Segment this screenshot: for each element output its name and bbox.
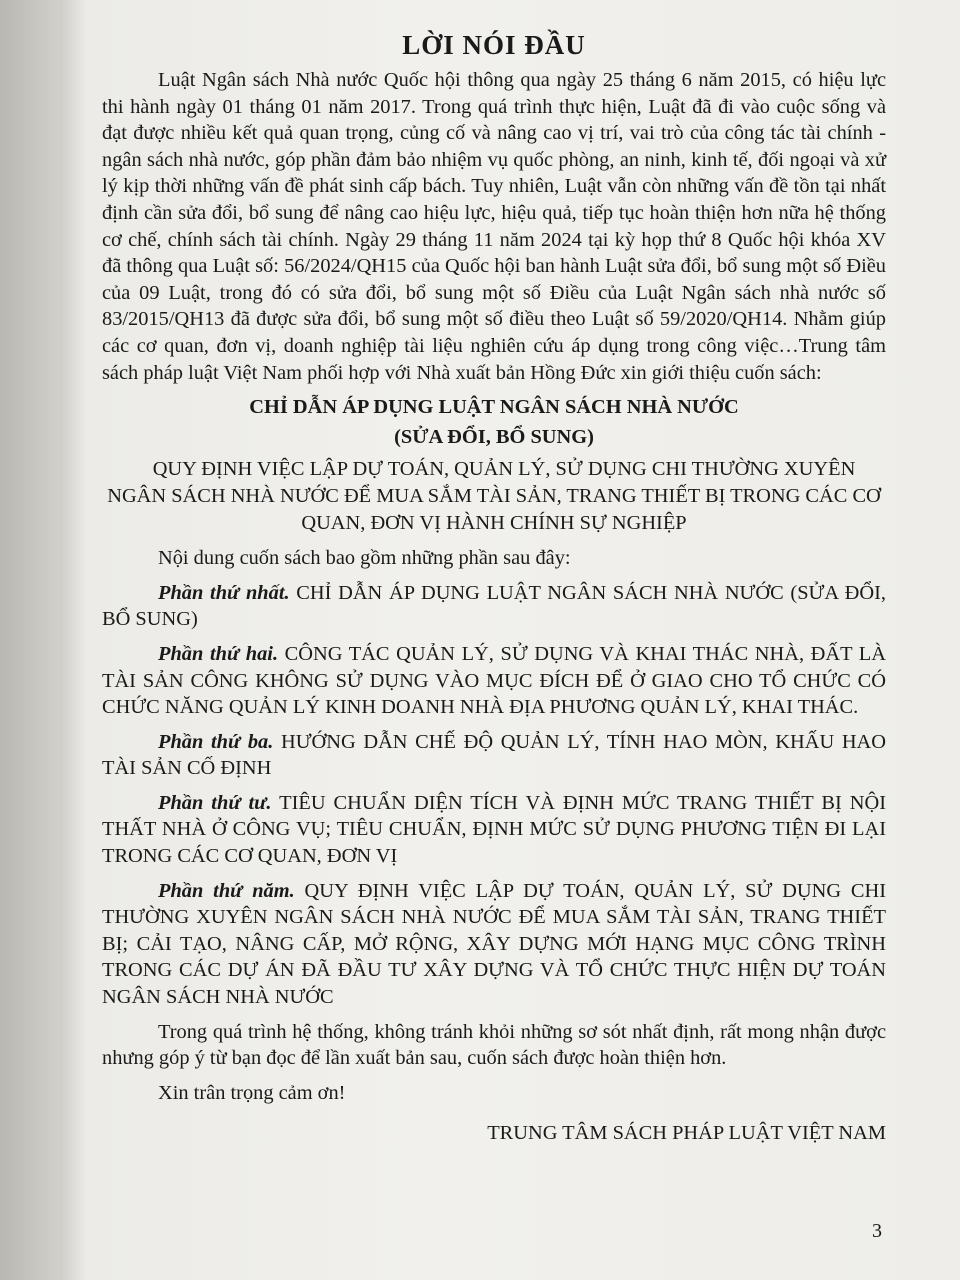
page-number: 3 (872, 1220, 882, 1242)
part-2-text: CÔNG TÁC QUẢN LÝ, SỬ DỤNG VÀ KHAI THÁC NHÀ, ĐẤT LÀ TÀI SẢN CÔNG KHÔNG SỬ DỤNG VÀO MỤC ĐÍCH ĐỂ Ở GIAO CHO TỔ CHỨC CÓ CHỨC NĂNG QUẢN LÝ KINH DOANH NHÀ ĐỊA PHƯƠNG QUẢN LÝ, KHAI THÁC. (102, 642, 886, 719)
part-1-label: Phần thứ nhất. (158, 581, 290, 604)
part-3 (102, 729, 886, 782)
book-spine-edge (0, 0, 60, 1280)
part-4-text: TIÊU CHUẨN DIỆN TÍCH VÀ ĐỊNH MỨC TRANG THIẾT BỊ NỘI THẤT NHÀ Ở CÔNG VỤ; TIÊU CHUẨN, ĐỊNH MỨC SỬ DỤNG PHƯƠNG TIỆN ĐI LẠI TRONG CÁC CƠ QUAN, ĐƠN VỊ (102, 791, 886, 868)
part-2 (102, 641, 886, 721)
book-title-line1: CHỈ DẪN ÁP DỤNG LUẬT NGÂN SÁCH NHÀ NƯỚC (249, 396, 739, 419)
book-subtitle: QUY ĐỊNH VIỆC LẬP DỰ TOÁN, QUẢN LÝ, SỬ DỤNG CHI THƯỜNG XUYÊN NGÂN SÁCH NHÀ NƯỚC ĐỂ MUA SẮM TÀI SẢN, TRANG THIẾT BỊ TRONG CÁC CƠ QUAN, ĐƠN VỊ HÀNH CHÍNH SỰ NGHIỆP (107, 458, 881, 535)
part-4-label: Phần thứ tư. (158, 791, 272, 814)
book-title-line2: (SỬA ĐỔI, BỔ SUNG) (394, 426, 594, 449)
closing-paragraph: Trong quá trình hệ thống, không tránh khỏi những sơ sót nhất định, rất mong nhận được nhưng góp ý từ bạn đọc để lần xuất bản sau, cuốn sách được hoàn thiện hơn. (102, 1020, 886, 1070)
thanks-line: Xin trân trọng cảm ơn! (158, 1081, 346, 1104)
part-4 (102, 790, 886, 870)
part-3-label: Phần thứ ba. (158, 730, 274, 753)
signature: TRUNG TÂM SÁCH PHÁP LUẬT VIỆT NAM (487, 1122, 886, 1145)
part-1 (102, 580, 886, 633)
part-5 (102, 878, 886, 1011)
part-5-label: Phần thứ năm. (158, 879, 295, 902)
page-title: LỜI NÓI ĐẦU (402, 30, 586, 60)
page-content (102, 30, 886, 1147)
part-2-label: Phần thứ hai. (158, 642, 279, 665)
contents-intro: Nội dung cuốn sách bao gồm những phần sau đây: (158, 547, 571, 570)
intro-paragraph: Luật Ngân sách Nhà nước Quốc hội thông qua ngày 25 tháng 6 năm 2015, có hiệu lực thi hành ngày 01 tháng 01 năm 2017. Trong quá trình thực hiện, Luật đã đi vào cuộc sống và đạt được nhiều kết quả quan trọng, củng cố và nâng cao vị trí, vai trò của công tác tài chính - ngân sách nhà nước, góp phần đảm bảo nhiệm vụ quốc phòng, an ninh, kinh tế, đối ngoại và xử lý kịp thời những vấn đề phát sinh cấp bách. Tuy nhiên, Luật vẫn còn những vấn đề tồn tại nhất định cần sửa đổi, bổ sung để nâng cao hiệu lực, hiệu quả, tiếp tục hoàn thiện hơn nữa hệ thống cơ chế, chính sách tài chính. Ngày 29 tháng 11 năm 2024 tại kỳ họp thứ 8 Quốc hội khóa XV đã thông qua Luật số: 56/2024/QH15 của Quốc hội ban hành Luật sửa đổi, bổ sung một số Điều của 09 Luật, trong đó có sửa đổi, bổ sung một số Điều của Luật Ngân sách nhà nước số 83/2015/QH13 đã được sửa đổi, bổ sung một số điều theo Luật số 59/2020/QH14. Nhằm giúp các cơ quan, đơn vị, doanh nghiệp tài liệu nghiên cứu áp dụng trong công việc…Trung tâm sách pháp luật Việt Nam phối hợp với Nhà xuất bản Hồng Đức xin giới thiệu cuốn sách: (102, 69, 886, 384)
part-1-text: CHỈ DẪN ÁP DỤNG LUẬT NGÂN SÁCH NHÀ NƯỚC (SỬA ĐỔI, BỔ SUNG) (102, 581, 886, 631)
part-5-text: QUY ĐỊNH VIỆC LẬP DỰ TOÁN, QUẢN LÝ, SỬ DỤNG CHI THƯỜNG XUYÊN NGÂN SÁCH NHÀ NƯỚC ĐỂ MUA SẮM TÀI SẢN, TRANG THIẾT BỊ; CẢI TẠO, NÂNG CẤP, MỞ RỘNG, XÂY DỰNG MỚI HẠNG MỤC CÔNG TRÌNH TRONG CÁC DỰ ÁN ĐÃ ĐẦU TƯ XÂY DỰNG VÀ TỔ CHỨC THỰC HIỆN DỰ TOÁN NGÂN SÁCH NHÀ NƯỚC (102, 879, 887, 1009)
part-3-text: HƯỚNG DẪN CHẾ ĐỘ QUẢN LÝ, TÍNH HAO MÒN, KHẤU HAO TÀI SẢN CỐ ĐỊNH (102, 730, 886, 780)
